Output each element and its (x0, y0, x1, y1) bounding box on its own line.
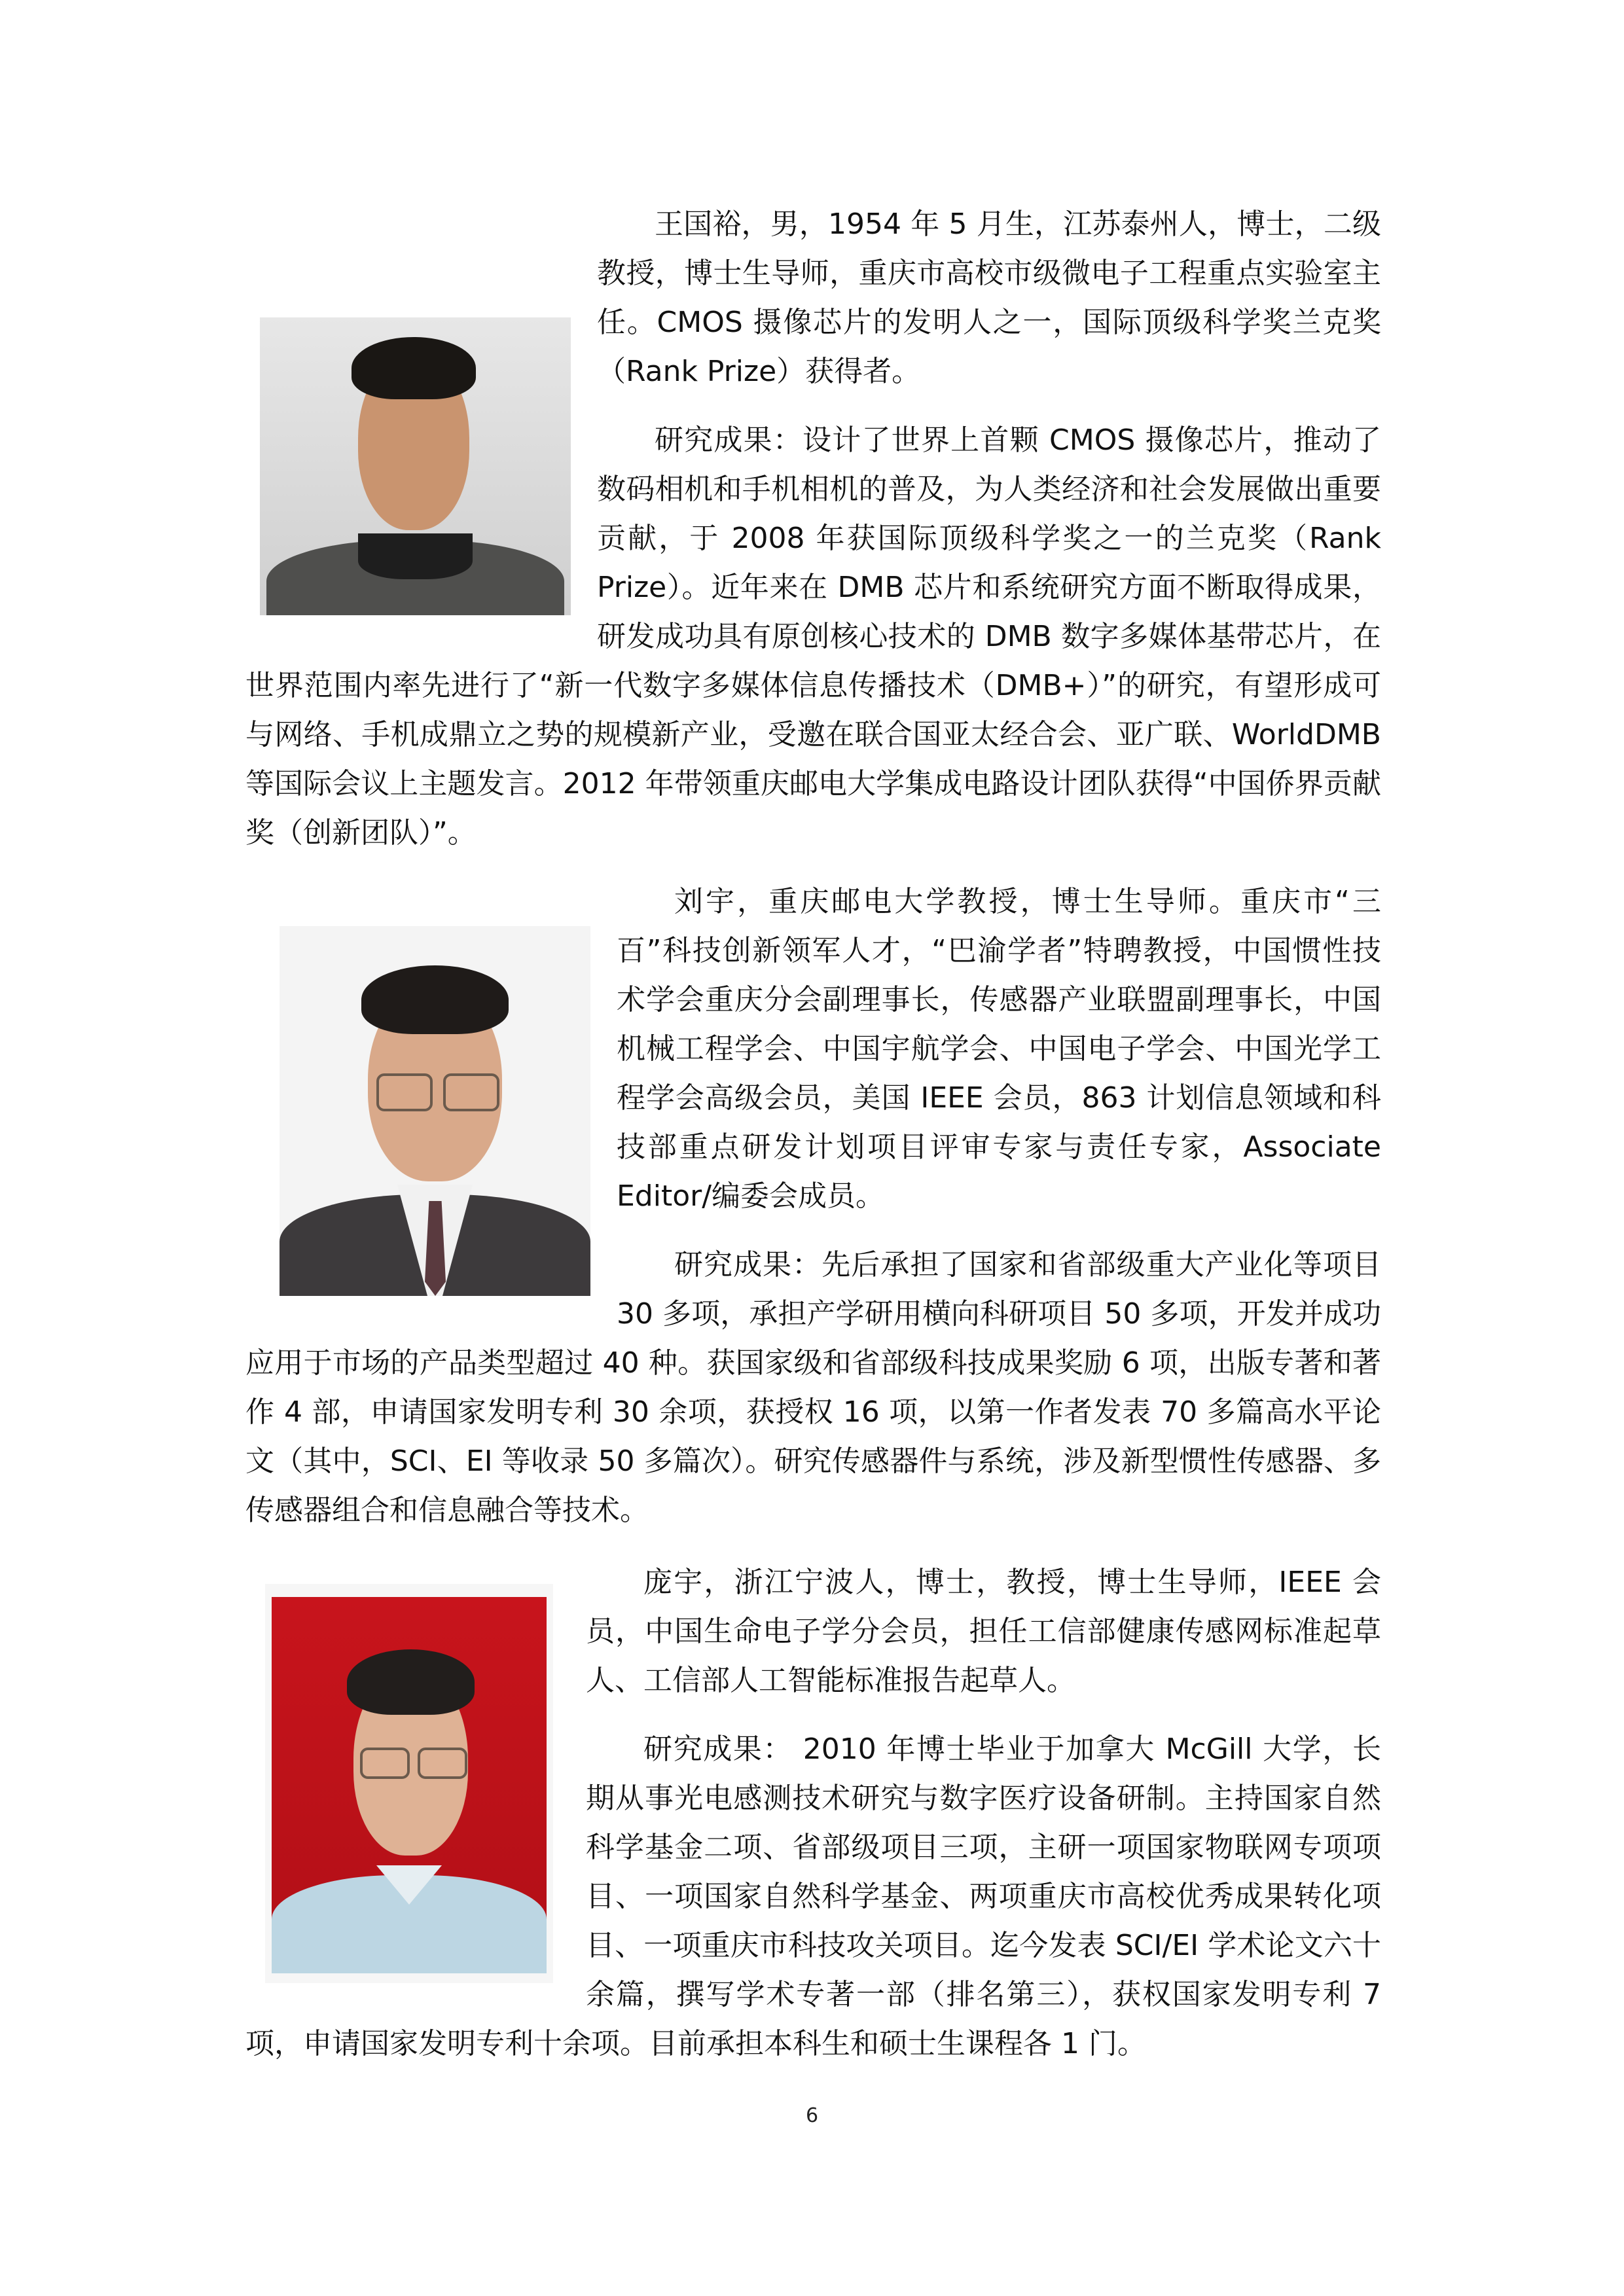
portrait-photo-1 (260, 317, 571, 615)
profile-section-3 (245, 1558, 1381, 2068)
page-number: 6 (805, 2104, 819, 2127)
profile-research-3: 研究成果： 2010 年博士毕业于加拿大 McGill 大学，长期从事光电感测技术研究与数字医疗设备研制。主持国家自然科学基金二项、省部级项目三项，主研一项国家物联网专项项目、一项国家自然科学基金、两项重庆市高校优秀成果转化项目、一项重庆市科技攻关项目。迄今发表 SCI/EI 学术论文六十余篇，撰写学术专著一部（排名第三），获权国家发明专利 7 项，申请国家发明专利十余项。目前承担本科生和硕士生课程各 1 门。 (245, 1732, 1381, 2060)
profile-research-1: 研究成果：设计了世界上首颗 CMOS 摄像芯片，推动了数码相机和手机相机的普及，为人类经济和社会发展做出重要贡献，于 2008 年获国际顶级科学奖之一的兰克奖（Rank Prize）。近年来在 DMB 芯片和系统研究方面不断取得成果，研发成功具有原创核心技术的 DMB 数字多媒体基带芯片，在世界范围内率先进行了“新一代数字多媒体信息传播技术（DMB+）”的研究，有望形成可与网络、手机成鼎立之势的规模新产业，受邀在联合国亚太经合会、亚广联、WorldDMB 等国际会议上主题发言。2012 年带领重庆邮电大学集成电路设计团队获得“中国侨界贡献奖（创新团队）”。 (245, 423, 1381, 850)
profile-research-2: 研究成果：先后承担了国家和省部级重大产业化等项目 30 多项，承担产学研用横向科研项目 50 多项，开发并成功应用于市场的产品类型超过 40 种。获国家级和省部级科技成果奖励 6 项，出版专著和著作 4 部，申请国家发明专利 30 余项，获授权 16 项，以第一作者发表 70 多篇高水平论文（其中，SCI、EI 等收录 50 多篇次）。研究传感器件与系统，涉及新型惯性传感器、多传感器组合和信息融合等技术。 (245, 1248, 1381, 1527)
profile-bio-2: 刘宇，重庆邮电大学教授，博士生导师。重庆市“三百”科技创新领军人才，“巴渝学者”特聘教授，中国惯性技术学会重庆分会副理事长，传感器产业联盟副理事长，中国机械工程学会、中国宇航学会、中国电子学会、中国光学工程学会高级会员，美国 IEEE 会员，863 计划信息领域和科技部重点研发计划项目评审专家与责任专家，Associate Editor/编委会成员。 (617, 885, 1381, 1213)
profile-bio-1: 王国裕，男，1954 年 5 月生，江苏泰州人，博士，二级教授，博士生导师，重庆市高校市级微电子工程重点实验室主任。CMOS 摄像芯片的发明人之一，国际顶级科学奖兰克奖（Rank Prize）获得者。 (597, 207, 1381, 388)
portrait-photo-2 (280, 926, 590, 1296)
profile-section-1 (245, 200, 1381, 857)
profile-section-2 (245, 877, 1381, 1535)
profile-bio-3: 庞宇，浙江宁波人，博士，教授，博士生导师，IEEE 会员，中国生命电子学分会员，担任工信部健康传感网标准起草人、工信部人工智能标准报告起草人。 (586, 1566, 1381, 1697)
portrait-photo-3 (265, 1584, 553, 1983)
